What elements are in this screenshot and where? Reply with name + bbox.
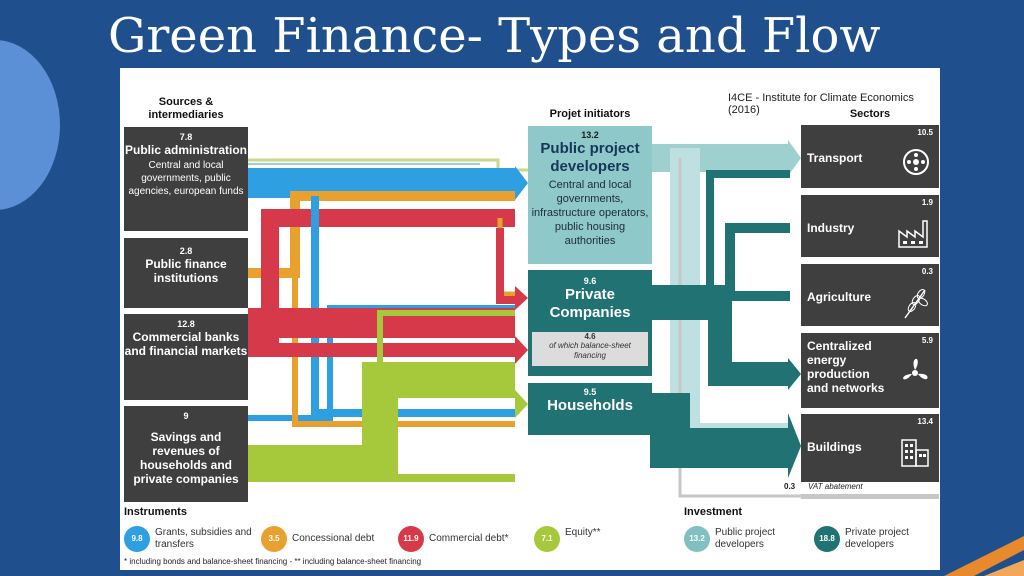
wind-turbine-icon bbox=[899, 357, 931, 389]
legend-commercial-value: 11.9 bbox=[398, 526, 424, 552]
wheat-icon bbox=[901, 286, 931, 320]
legend-commercial-label: Commercial debt* bbox=[429, 533, 509, 544]
legend-grants-label: Grants, subsidies and transfers bbox=[155, 527, 252, 550]
transport-icon bbox=[901, 147, 931, 177]
source-savings-revenues: 9 Savings and revenues of households and private companies bbox=[124, 406, 248, 502]
initiator-public-project-developers: 13.2 Public project developers Central and local governments, infrastructure operators, public housing authorities bbox=[528, 126, 652, 264]
legend-equity-label: Equity** bbox=[565, 527, 601, 538]
header-sources: Sources & intermediaries bbox=[148, 96, 224, 121]
source-public-finance-institutions: 2.8 Public finance institutions bbox=[124, 238, 248, 308]
vat-label: VAT abatement bbox=[808, 482, 863, 491]
legend-grants-value: 9.8 bbox=[124, 526, 150, 552]
flow-invest-households bbox=[652, 413, 790, 448]
sector-energy: 5.9 Centralized energy production and networks bbox=[801, 333, 939, 408]
decorative-blob bbox=[0, 40, 60, 210]
initiator-households: 9.5 Households bbox=[528, 383, 652, 435]
factory-icon bbox=[897, 217, 931, 249]
legend-concessional-value: 3.5 bbox=[261, 526, 287, 552]
initiator-private-companies: 9.6 Private Companies 4.6 of which balance-sheet financing bbox=[528, 270, 652, 376]
legend-footnote: * including bonds and balance-sheet financing - ** including balance-sheet financing bbox=[124, 557, 422, 566]
legend-private-developers-value: 18.8 bbox=[814, 526, 840, 552]
source-commercial-banks: 12.8 Commercial banks and financial markets bbox=[124, 314, 248, 400]
slide-title: Green Finance- Types and Flow bbox=[108, 8, 881, 64]
legend-private-developers-label: Private project developers bbox=[845, 527, 909, 550]
legend-equity-value: 7.1 bbox=[534, 526, 560, 552]
building-icon bbox=[899, 436, 931, 468]
figure-source: I4CE - Institute for Climate Economics (2016) bbox=[728, 92, 914, 116]
flow-band-concessional-1 bbox=[248, 196, 515, 273]
header-initiators: Projet initiators bbox=[549, 108, 631, 120]
sector-transport: 10.5 Transport bbox=[801, 125, 939, 188]
flow-arrow-energy bbox=[788, 358, 801, 390]
legend-instruments-title: Instruments bbox=[124, 506, 187, 518]
flow-band-commercial-4 bbox=[500, 228, 515, 300]
legend-public-developers-value: 13.2 bbox=[684, 526, 710, 552]
header-sectors: Sectors bbox=[849, 108, 891, 120]
flow-diagram-panel bbox=[120, 68, 940, 570]
vat-value: 0.3 bbox=[784, 482, 796, 491]
sector-buildings: 13.4 Buildings bbox=[801, 414, 939, 482]
flow-arrow-buildings bbox=[788, 413, 801, 478]
legend-concessional-label: Concessional debt bbox=[292, 533, 375, 544]
vat-bar bbox=[801, 494, 939, 499]
legend-public-developers-label: Public project developers bbox=[715, 527, 776, 550]
sector-agriculture: 0.3 Agriculture bbox=[801, 264, 939, 326]
sector-industry: 1.9 Industry bbox=[801, 195, 939, 257]
flow-arrow-private-1 bbox=[515, 286, 528, 310]
balance-sheet-note: 4.6 of which balance-sheet financing bbox=[532, 332, 648, 366]
flow-arrow-households bbox=[515, 390, 528, 418]
flow-arrow-private-2 bbox=[515, 336, 528, 364]
legend-investment-title: Investment bbox=[684, 506, 743, 518]
source-public-administration: 7.8 Public administration Central and local governments, public agencies, european funds bbox=[124, 127, 248, 231]
